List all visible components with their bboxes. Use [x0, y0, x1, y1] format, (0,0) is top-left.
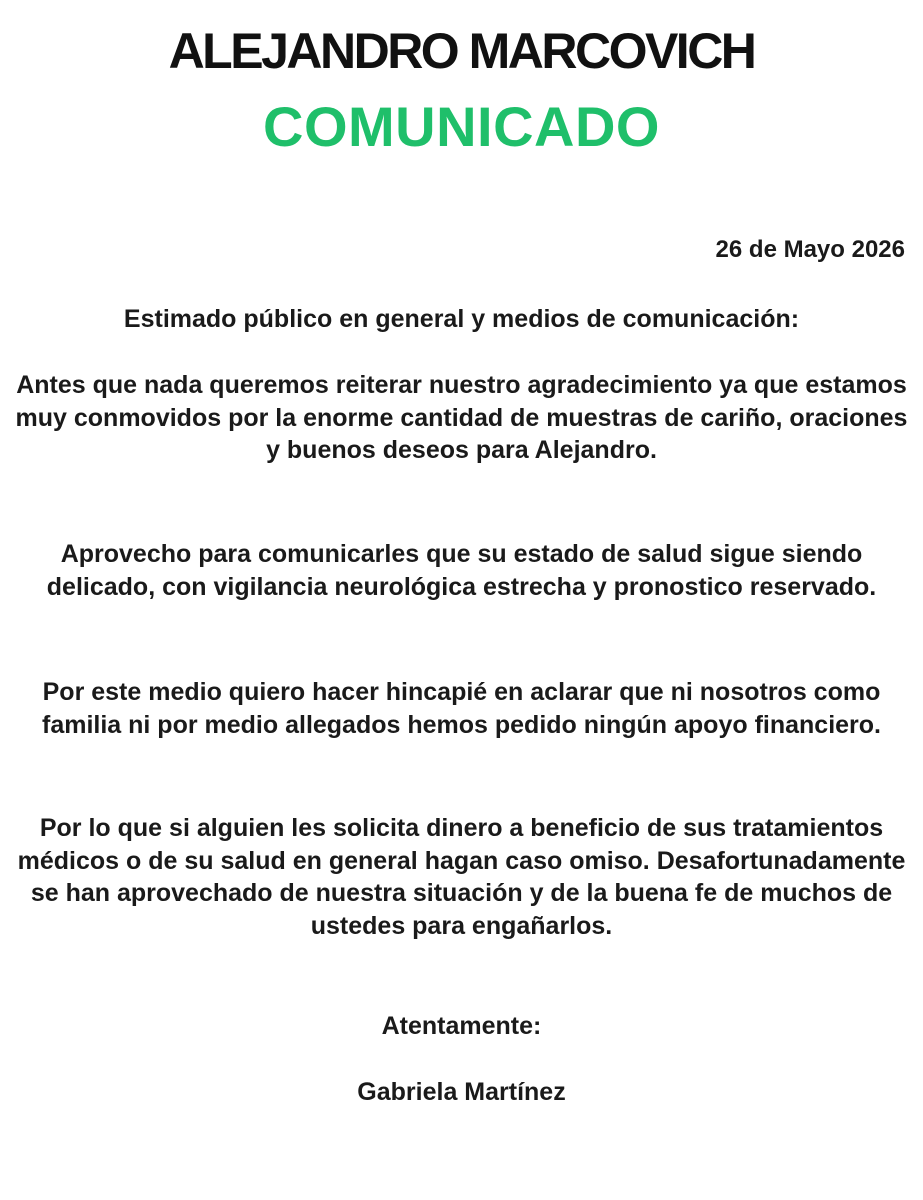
greeting: Estimado público en general y medios de comunicación: [123, 305, 800, 333]
paragraph-gratitude: Antes que nada queremos reiterar nuestro agradecimiento ya que estamos muy conmovidos por la enorme cantidad de muestras de cariño, oraciones y buenos deseos para Alejandro. [15, 371, 908, 464]
signature: Gabriela Martínez [357, 1078, 566, 1106]
page-title: ALEJANDRO MARCOVICH [168, 23, 755, 79]
paragraph-health-status: Aprovecho para comunicarles que su estado de salud sigue siendo delicado, con vigilancia neurológica estrecha y pronostico reservado. [46, 540, 877, 601]
paragraph-scam-warning: Por lo que si alguien les solicita dinero a beneficio de sus tratamientos médicos o de su salud en general hagan caso omiso. Desafortunadamente se han aprovechado de nuestra situación y de la buena fe de muchos de ustedes para engañarlos. [17, 814, 906, 940]
paragraph-no-financial-support: Por este medio quiero hacer hincapié en aclarar que ni nosotros como familia ni por medio allegados hemos pedido ningún apoyo financiero. [42, 678, 881, 739]
statement-heading: COMUNICADO [263, 95, 660, 158]
closing: Atentamente: [381, 1012, 542, 1040]
statement-date: 26 de Mayo 2026 [715, 236, 905, 263]
